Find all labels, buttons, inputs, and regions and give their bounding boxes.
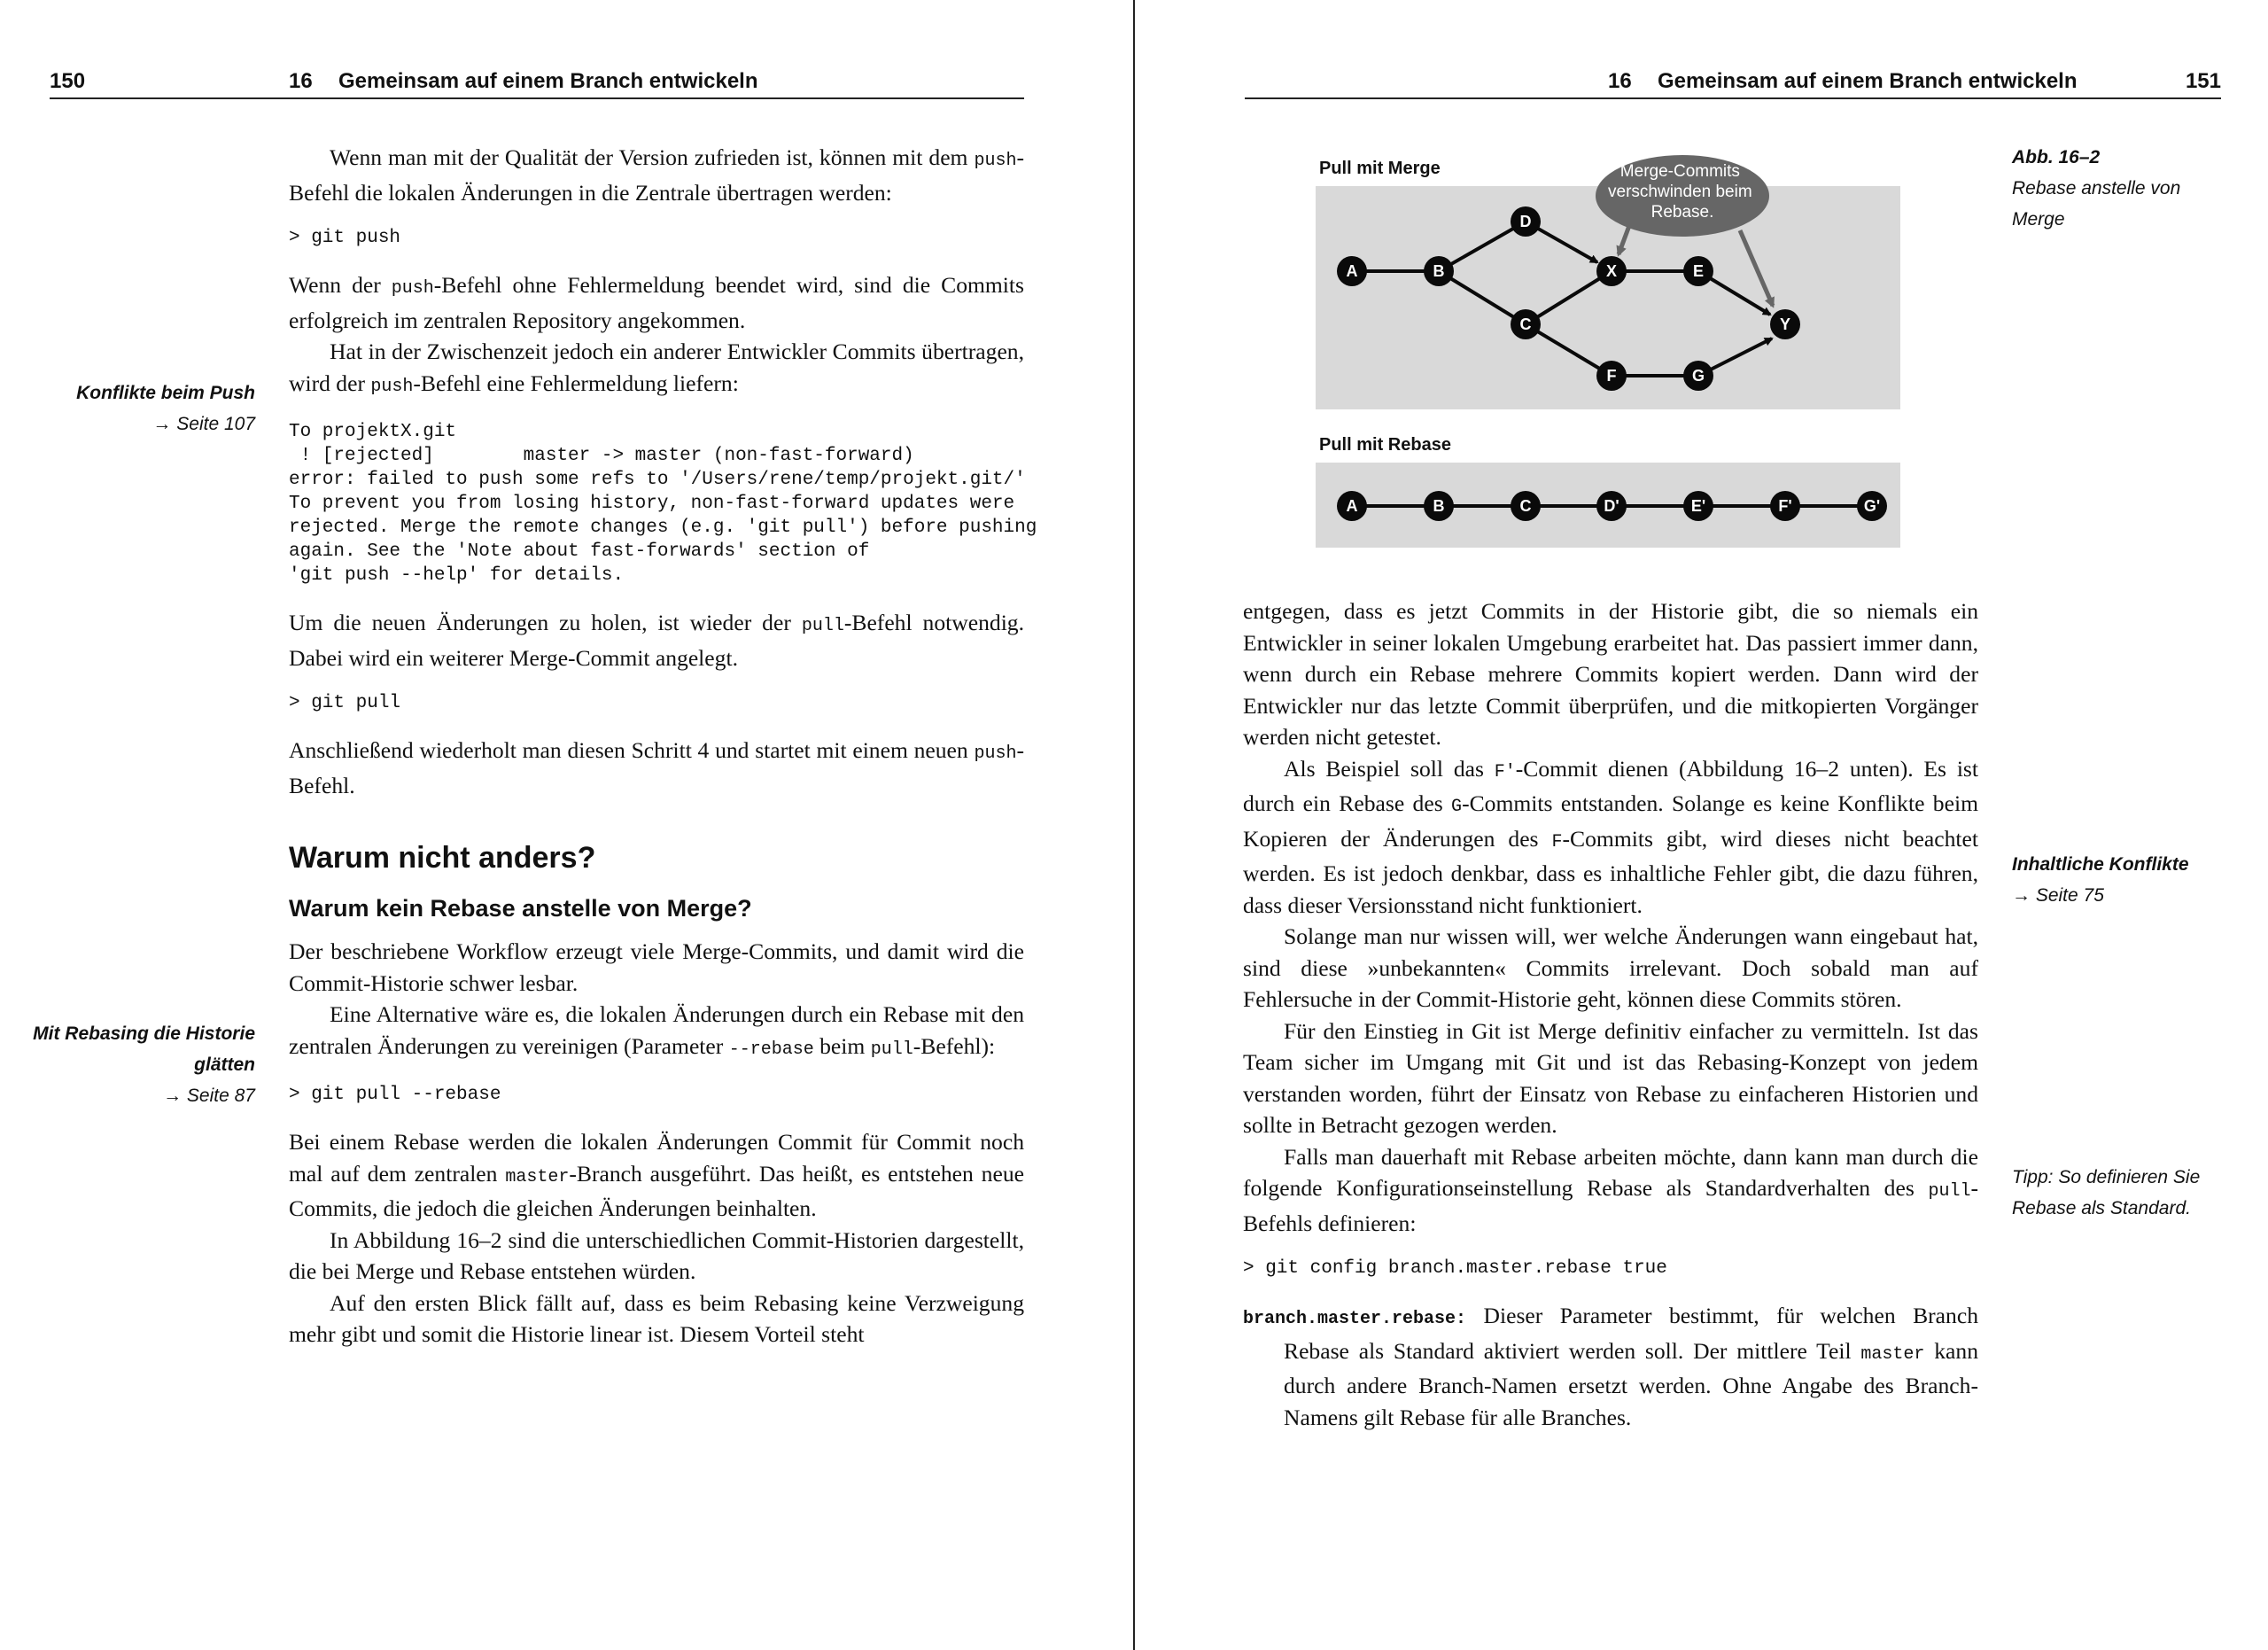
paragraph: Auf den ersten Blick fällt auf, dass es beim Rebasing keine Verzweigung mehr gibt und somit die Historie linear ist. Diesem Vorteil steht — [289, 1289, 1024, 1347]
paragraph: Als Beispiel soll das F'-Commit dienen (Abbildung 16–2 unten). Es ist durch ein Rebase des G-Commits entstanden. Solange es keine Konflikte beim Kopieren der Änderungen des F-Commits gibt, wird dieses nicht beachtet werden. Es ist jedoch denkbar, dass es inhaltliche Fehler gibt, die dazu führen, dass dieser Versionsstand nicht funktioniert. — [1243, 755, 1979, 918]
margin-note-ref[interactable]: → Seite 75 — [2012, 885, 2104, 906]
commit-node — [1683, 256, 1713, 286]
svg-text:A: A — [1346, 497, 1358, 515]
commit-node — [1511, 206, 1541, 237]
svg-text:D': D' — [1604, 497, 1619, 515]
figure-svg — [1316, 149, 1936, 556]
commit-node — [1511, 309, 1541, 339]
margin-note-text: Tipp: So definieren Sie Rebase als Standard. — [2012, 1167, 2201, 1218]
paragraph: Anschließend wiederholt man diesen Schritt 4 und startet mit einem neuen push-Befehl. — [289, 737, 1024, 798]
margin-note-title: Mit Rebasing die Historie glätten — [33, 1023, 255, 1075]
commit-node — [1770, 309, 1800, 339]
body-text — [289, 142, 1037, 1350]
commit-node — [1424, 491, 1454, 521]
svg-text:G': G' — [1863, 497, 1881, 515]
margin-note-rebasing — [18, 1018, 255, 1111]
svg-text:F': F' — [1778, 497, 1792, 515]
paragraph: Um die neuen Änderungen zu holen, ist wieder der pull-Befehl notwendig. Dabei wird ein weiterer Merge-Commit angelegt. — [289, 610, 1024, 671]
figure-caption — [2012, 142, 2225, 235]
margin-note-title: Konflikte beim Push — [76, 383, 255, 403]
paragraph: In Abbildung 16–2 sind die unterschiedlichen Commit-Historien dargestellt, die bei Merge und Rebase entstehen würden. — [289, 1226, 1024, 1284]
svg-text:A: A — [1346, 262, 1358, 280]
chapter-title: Gemeinsam auf einem Branch entwickeln — [338, 69, 758, 93]
paragraph: Für den Einstieg in Git ist Merge definitiv einfacher zu vermitteln. Ist das Team sicher im Umgang mit Git und ist das Rebasing-Konzept von jedem verstanden worden, führt der Einsatz von Rebase zu einfacheren Historien und sollte in Betracht gezogen werden. — [1243, 1017, 1978, 1138]
svg-text:C: C — [1519, 315, 1532, 333]
paragraph: Bei einem Rebase werden die lokalen Änderungen Commit für Commit noch mal auf dem zentralen master-Branch ausgeführt. Das heißt, es entstehen neue Commits, die jedoch die gleichen Änderungen beinhalten. — [289, 1129, 1024, 1221]
svg-text:E: E — [1692, 262, 1705, 280]
svg-text:F: F — [1606, 367, 1617, 385]
rebase-panel-title: Pull mit Rebase — [1319, 435, 1451, 455]
commit-node — [1337, 256, 1367, 286]
subsection-heading: Warum kein Rebase anstelle von Merge? — [289, 895, 752, 922]
commit-node — [1683, 491, 1713, 521]
paragraph: entgegen, dass es jetzt Commits in der Historie gibt, die so niemals ein Entwickler in seiner lokalen Umgebung erarbeitet hat. Das passiert immer dann, wenn durch ein Rebase mehrere Commits kopiert werden. Dann wird der Entwickler nur das letzte Commit überprüfen, und die mitkopierten Vorgänger werden nicht getestet. — [1243, 598, 1978, 750]
right-page — [1135, 0, 2268, 1650]
merge-panel-title: Pull mit Merge — [1319, 159, 1441, 178]
figure-caption-text: Rebase anstelle von Merge — [2012, 178, 2181, 230]
code-block: > git pull — [289, 693, 401, 713]
svg-text:D: D — [1519, 213, 1532, 230]
section-heading: Warum nicht anders? — [289, 841, 596, 875]
chapter-number: 16 — [1608, 69, 1632, 93]
running-head — [50, 66, 1024, 99]
svg-text:E': E' — [1690, 497, 1706, 515]
definition-item: branch.master.rebase: Dieser Parameter bestimmt, für welchen Branch Rebase als Standard aktiviert werden soll. Der mittlere Teil master kann durch andere Branch-Namen ersetzt werden. Ohne Angabe des Branch-Namens gilt Rebase für alle Branches. — [1243, 1303, 1978, 1430]
commit-node — [1511, 491, 1541, 521]
definition-term: branch.master.rebase: — [1243, 1309, 1467, 1329]
body-text — [1243, 595, 1978, 1433]
page-number: 150 — [50, 69, 86, 93]
svg-text:B: B — [1433, 262, 1445, 280]
commit-node — [1683, 361, 1713, 391]
running-head — [1245, 66, 2221, 99]
commit-node — [1596, 256, 1627, 286]
margin-note-konflikte — [18, 377, 255, 440]
paragraph: Wenn der push-Befehl ohne Fehlermeldung beendet wird, sind die Commits erfolgreich im zentralen Repository angekommen. — [289, 272, 1024, 333]
commit-node — [1424, 256, 1454, 286]
commit-node — [1770, 491, 1800, 521]
page-number: 151 — [2185, 69, 2221, 93]
margin-note-tipp — [2012, 1162, 2225, 1224]
svg-text:B: B — [1433, 497, 1445, 515]
figure-caption-label: Abb. 16–2 — [2012, 147, 2101, 167]
code-block: > git push — [289, 228, 401, 248]
margin-note-ref[interactable]: → Seite 87 — [163, 1086, 255, 1106]
svg-text:G: G — [1691, 367, 1705, 385]
commit-node — [1857, 491, 1887, 521]
chapter-number: 16 — [289, 69, 313, 93]
code-block: To projektX.git ! [rejected] master -> master (non-fast-forward) error: failed to push some refs to '/Users/rene/temp/projekt.git/' To prevent you from losing history, non-fast-forward updates were rejected. Merge the remote changes (e.g. 'git pull') before pushing again. See the 'Note about fast-forwards' section of 'git push --help' for details. — [289, 422, 1037, 586]
svg-text:X: X — [1605, 262, 1618, 280]
paragraph: Falls man dauerhaft mit Rebase arbeiten möchte, dann kann man durch die folgende Konfigurationseinstellung Rebase als Standardverhalten des pull-Befehls definieren: — [1243, 1143, 1978, 1236]
figure-rebase-vs-merge — [1316, 149, 1936, 556]
paragraph: Eine Alternative wäre es, die lokalen Änderungen durch ein Rebase mit den zentralen Änderungen zu vereinigen (Parameter --rebase beim pull-Befehl): — [289, 1001, 1024, 1060]
margin-note-ref[interactable]: → Seite 107 — [152, 414, 255, 434]
svg-text:C: C — [1519, 497, 1532, 515]
commit-node — [1596, 361, 1627, 391]
paragraph: Hat in der Zwischenzeit jedoch ein anderer Entwickler Commits übertragen, wird der push-Befehl eine Fehlermeldung liefern: — [289, 339, 1024, 397]
code-block: > git pull --rebase — [289, 1085, 501, 1105]
callout-text: Merge-Commits verschwinden beim Rebase. — [1608, 162, 1752, 222]
commit-node — [1337, 491, 1367, 521]
svg-text:Y: Y — [1779, 315, 1791, 333]
chapter-title: Gemeinsam auf einem Branch entwickeln — [1658, 69, 2078, 93]
paragraph: Der beschriebene Workflow erzeugt viele Merge-Commits, und damit wird die Commit-Historie schwer lesbar. — [289, 938, 1024, 996]
paragraph: Wenn man mit der Qualität der Version zufrieden ist, können mit dem push-Befehl die lokalen Änderungen in die Zentrale übertragen werden: — [289, 144, 1024, 206]
code-block: > git config branch.master.rebase true — [1243, 1258, 1667, 1279]
commit-node — [1596, 491, 1627, 521]
margin-note-inhaltliche-konflikte — [2012, 849, 2225, 911]
paragraph: Solange man nur wissen will, wer welche Änderungen wann eingebaut hat, sind diese »unbekannten« Commits irrelevant. Doch sobald man auf Fehlersuche in der Commit-Historie geht, können diese Commits stören. — [1243, 923, 1978, 1012]
margin-note-title: Inhaltliche Konflikte — [2012, 854, 2189, 875]
